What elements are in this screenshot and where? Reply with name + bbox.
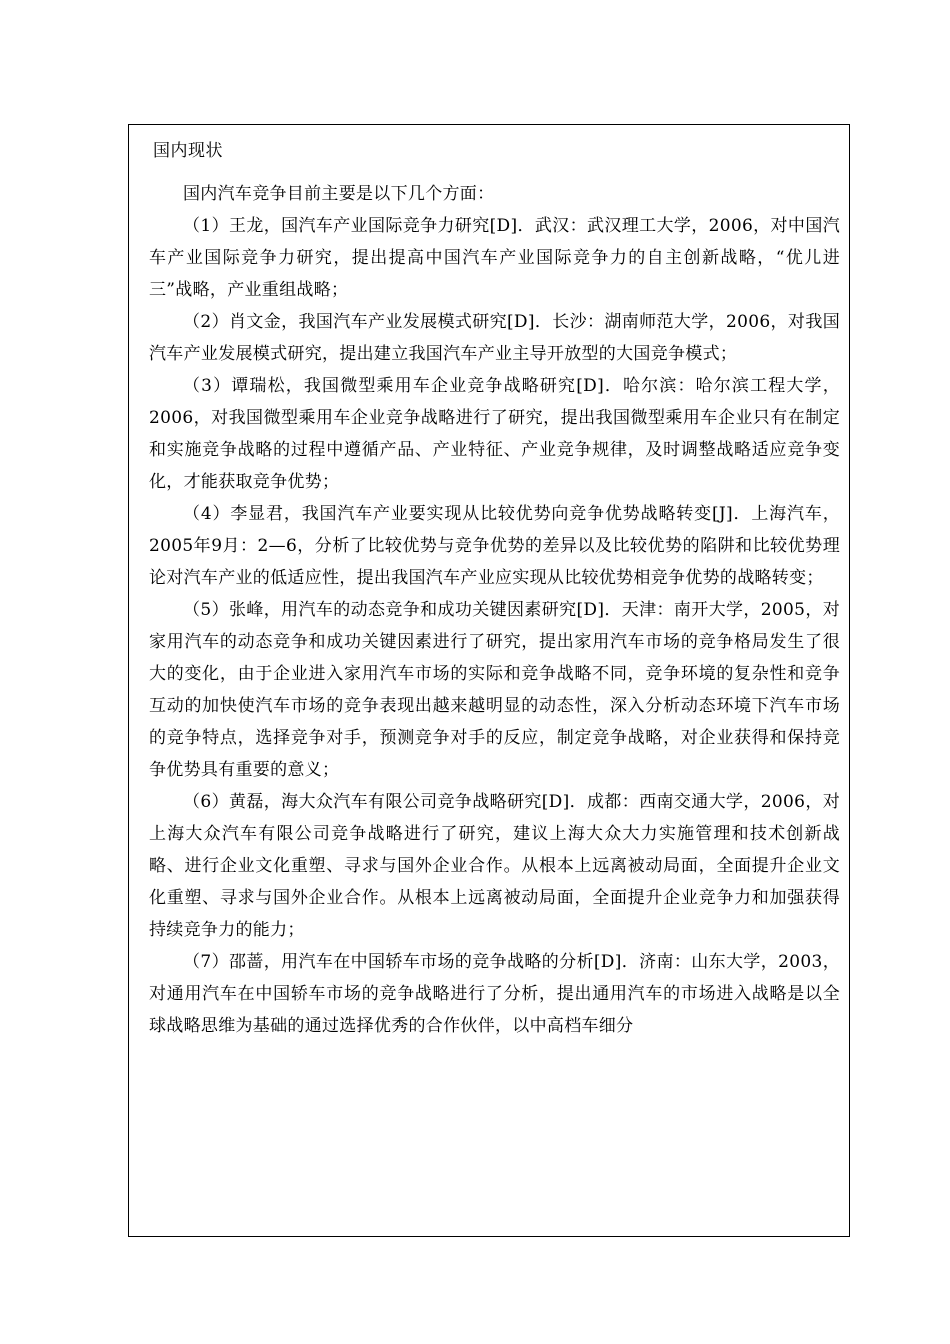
paragraph-ref-6: （6）黄磊，海大众汽车有限公司竞争战略研究[D]．成都：西南交通大学，2006，对上海大众汽车有限公司竞争战略进行了研究，建议上海大众大力实施管理和技术创新战略、进行企业文化重塑、寻求与国外企业合作。从根本上远离被动局面，全面提升企业文化重塑、寻求与国外企业合作。从根本上远离被动局面，全面提升企业竞争力和加强获得持续竞争力的能力； — [149, 792, 840, 940]
paragraph-ref-7: （7）邵蔷，用汽车在中国轿车市场的竞争战略的分析[D]．济南：山东大学，2003，对通用汽车在中国轿车市场的竞争战略进行了分析，提出通用汽车的市场进入战略是以全球战略思维为基础的通过选择优秀的合作伙伴，以中高档车细分 — [149, 952, 840, 1036]
document-frame — [128, 124, 850, 1237]
paragraph-ref-2: （2）肖文金，我国汽车产业发展模式研究[D]．长沙：湖南师范大学，2006，对我国汽车产业发展模式研究，提出建立我国汽车产业主导开放型的大国竞争模式； — [149, 312, 840, 364]
paragraph-intro: 国内汽车竞争目前主要是以下几个方面： — [183, 184, 495, 204]
paragraph-ref-3: （3）谭瑞松，我国微型乘用车企业竞争战略研究[D]．哈尔滨：哈尔滨工程大学，2006，对我国微型乘用车企业竞争战略进行了研究，提出我国微型乘用车企业只有在制定和实施竞争战略的过程中遵循产品、产业特征、产业竞争规律，及时调整战略适应竞争变化，才能获取竞争优势； — [149, 376, 840, 492]
paragraph-ref-4: （4）李显君，我国汽车产业要实现从比较优势向竞争优势战略转变[J]．上海汽车，2005年9月：2—6，分析了比较优势与竞争优势的差异以及比较优势的陷阱和比较优势理论对汽车产业的低适应性，提出我国汽车产业应实现从比较优势相竞争优势的战略转变； — [149, 504, 840, 588]
paragraph-ref-1: （1）王龙，国汽车产业国际竞争力研究[D]．武汉：武汉理工大学，2006，对中国汽车产业国际竞争力研究，提出提高中国汽车产业国际竞争力的自主创新战略，“优儿进三”战略，产业重组战略； — [149, 216, 840, 300]
paragraph-ref-5: （5）张峰，用汽车的动态竞争和成功关键因素研究[D]．天津：南开大学，2005，对家用汽车的动态竞争和成功关键因素进行了研究，提出家用汽车市场的竞争格局发生了很大的变化，由于企业进入家用汽车市场的实际和竞争战略不同，竞争环境的复杂性和竞争互动的加快使汽车市场的竞争表现出越来越明显的动态性，深入分析动态环境下汽车市场的竞争特点，选择竞争对手，预测竞争对手的反应，制定竞争战略，对企业获得和保持竞争优势具有重要的意义； — [149, 600, 840, 780]
section-heading: 国内现状 — [153, 141, 223, 161]
